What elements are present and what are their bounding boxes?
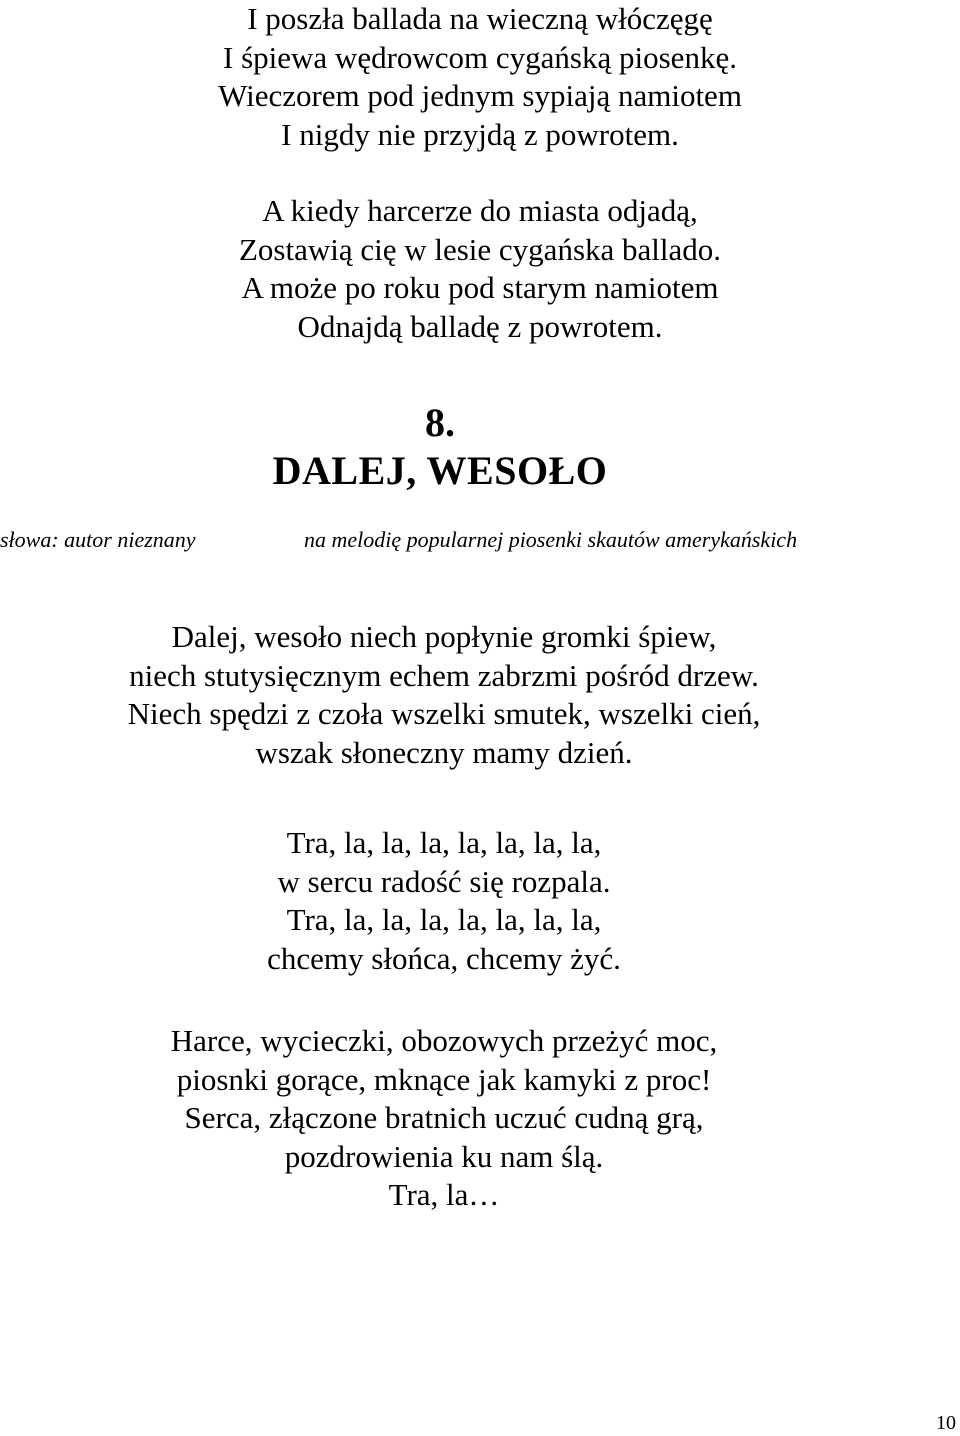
lyric-line: Odnajdą balladę z powrotem. (297, 308, 663, 344)
lyric-line: A kiedy harcerze do miasta odjadą, (262, 193, 698, 228)
lyric-line: pozdrowienia ku nam ślą. (284, 1138, 604, 1174)
lyric-line: w sercu radość się rozpala. (277, 863, 611, 899)
lyric-line: A może po roku pod starym namiotem (241, 270, 719, 305)
lyric-line: Dalej, wesoło niech popłynie gromki śpiew, (171, 619, 717, 654)
lyric-line: Wieczorem pod jednym sypiają namiotem (218, 78, 742, 113)
song-title: DALEJ, WESOŁO (272, 448, 608, 493)
lyric-line: I poszła ballada na wieczną włóczęgę (247, 1, 713, 36)
lyric-line: Tra, la, la, la, la, la, la, la, (286, 902, 602, 937)
song-number: 8. (425, 400, 455, 445)
previous-song-stanza (0, 192, 960, 346)
song-verse (0, 618, 888, 772)
lyric-line: Niech spędzi z czoła wszelki smutek, wszelki cień, (127, 696, 761, 731)
lyric-line: I nigdy nie przyjdą z powrotem. (281, 116, 679, 152)
melody-credit: na melodię popularnej piosenki skautów amerykańskich (304, 527, 798, 552)
lyric-line: piosnki gorące, mknące jak kamyki z proc! (176, 1061, 712, 1097)
lyric-line: chcemy słońca, chcemy żyć. (267, 940, 621, 976)
lyric-line: Tra, la… (388, 1177, 500, 1212)
lyric-line: wszak słoneczny mamy dzień. (255, 734, 633, 770)
lyric-line: Tra, la, la, la, la, la, la, la, (286, 825, 602, 860)
lyric-line: Serca, złączone bratnich uczuć cudną grą, (184, 1100, 704, 1135)
lyric-line: niech stutysięcznym echem zabrzmi pośród drzew. (129, 657, 759, 693)
previous-song-stanza (0, 0, 960, 154)
lyric-line: Zostawią cię w lesie cygańska ballado. (238, 231, 722, 267)
song-chorus (0, 824, 888, 978)
lyric-line: Harce, wycieczki, obozowych przeżyć moc, (170, 1023, 718, 1058)
song-verse (0, 1022, 888, 1215)
lyrics-author-credit: słowa: autor nieznany (0, 527, 196, 552)
page-number: 10 (936, 1412, 956, 1434)
lyric-line: I śpiewa wędrowcom cygańską piosenkę. (223, 39, 737, 75)
